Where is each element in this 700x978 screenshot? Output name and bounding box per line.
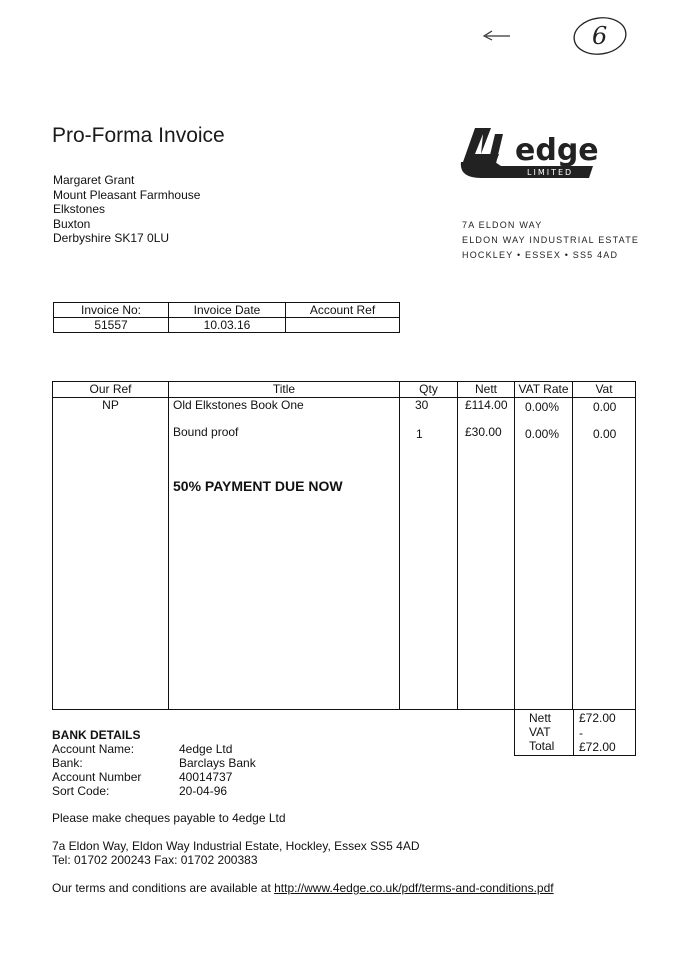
terms-line bbox=[52, 881, 554, 895]
header-vat-rate: VAT Rate bbox=[518, 382, 569, 396]
invoice-no-header: Invoice No: bbox=[54, 303, 169, 318]
account-ref-header: Account Ref bbox=[286, 303, 400, 318]
row2-title: Bound proof bbox=[173, 425, 239, 439]
invoice-no-value: 51557 bbox=[54, 318, 169, 333]
row1-nett: £114.00 bbox=[465, 398, 508, 412]
payment-notice: 50% PAYMENT DUE NOW bbox=[173, 478, 343, 494]
logo-word: edge bbox=[515, 133, 599, 168]
customer-address bbox=[53, 173, 200, 246]
account-ref-value bbox=[286, 318, 400, 333]
total-value-total: £72.00 bbox=[579, 740, 616, 754]
footer-address: 7a Eldon Way, Eldon Way Industrial Estate, Hockley, Essex SS5 4AD bbox=[52, 839, 420, 853]
bank-heading: BANK DETAILS bbox=[52, 728, 141, 742]
company-address-line: ELDON WAY INDUSTRIAL ESTATE bbox=[462, 235, 640, 245]
logo-sub: LIMITED bbox=[527, 168, 574, 177]
company-address-line: 7A ELDON WAY bbox=[462, 220, 543, 230]
bank-value: 40014737 bbox=[179, 770, 233, 784]
total-label-total: Total bbox=[529, 739, 555, 753]
row2-vat: 0.00 bbox=[593, 427, 617, 441]
header-our-ref: Our Ref bbox=[89, 382, 132, 396]
invoice-info-table bbox=[53, 302, 400, 333]
row2-nett: £30.00 bbox=[465, 425, 502, 439]
row2-vat-rate: 0.00% bbox=[525, 427, 560, 441]
page-title: Pro-Forma Invoice bbox=[52, 124, 225, 147]
header-nett: Nett bbox=[474, 382, 497, 396]
bank-value: 20-04-96 bbox=[179, 784, 228, 798]
total-value-vat: - bbox=[579, 726, 583, 740]
terms-link[interactable]: http://www.4edge.co.uk/pdf/terms-and-conditions.pdf bbox=[274, 881, 554, 895]
row1-title: Old Elkstones Book One bbox=[173, 398, 304, 412]
company-address-line: HOCKLEY • ESSEX • SS5 4AD bbox=[462, 250, 619, 260]
row1-vat-rate: 0.00% bbox=[525, 400, 560, 414]
totals-box bbox=[514, 709, 636, 756]
bank-value: Barclays Bank bbox=[179, 756, 256, 770]
customer-line: Derbyshire SK17 0LU bbox=[53, 231, 170, 245]
bank-details bbox=[52, 742, 256, 798]
header-title: Title bbox=[272, 382, 296, 396]
row2-qty: 1 bbox=[416, 427, 423, 441]
footer-phone: Tel: 01702 200243 Fax: 01702 200383 bbox=[52, 853, 258, 867]
invoice-date-header: Invoice Date bbox=[169, 303, 286, 318]
handwritten-number: 6 bbox=[592, 22, 608, 50]
customer-line: Mount Pleasant Farmhouse bbox=[53, 187, 201, 202]
row1-vat: 0.00 bbox=[593, 400, 617, 414]
items-table bbox=[52, 381, 636, 710]
cheques-note: Please make cheques payable to 4edge Ltd bbox=[52, 811, 286, 825]
customer-line: Margaret Grant bbox=[53, 173, 135, 187]
header-vat: Vat bbox=[595, 382, 613, 396]
bank-label: Bank: bbox=[52, 756, 83, 770]
bank-label: Account Number bbox=[52, 770, 142, 784]
customer-line: Buxton bbox=[53, 216, 91, 231]
customer-line: Elkstones bbox=[53, 202, 106, 216]
total-value-nett: £72.00 bbox=[579, 711, 616, 725]
handwritten-marks bbox=[478, 10, 638, 60]
row1-qty: 30 bbox=[415, 398, 429, 412]
row1-ref: NP bbox=[102, 398, 119, 412]
bank-label: Sort Code: bbox=[52, 784, 110, 798]
bank-label: Account Name: bbox=[52, 742, 135, 756]
company-logo bbox=[455, 124, 630, 184]
total-label-vat: VAT bbox=[529, 725, 551, 739]
invoice-date-value: 10.03.16 bbox=[169, 318, 286, 333]
bank-value: 4edge Ltd bbox=[179, 742, 233, 756]
company-address bbox=[462, 218, 639, 263]
handwritten-arrow-icon bbox=[484, 31, 510, 40]
terms-text: Our terms and conditions are available at bbox=[52, 881, 275, 895]
header-qty: Qty bbox=[419, 382, 438, 396]
total-label-nett: Nett bbox=[529, 711, 552, 725]
